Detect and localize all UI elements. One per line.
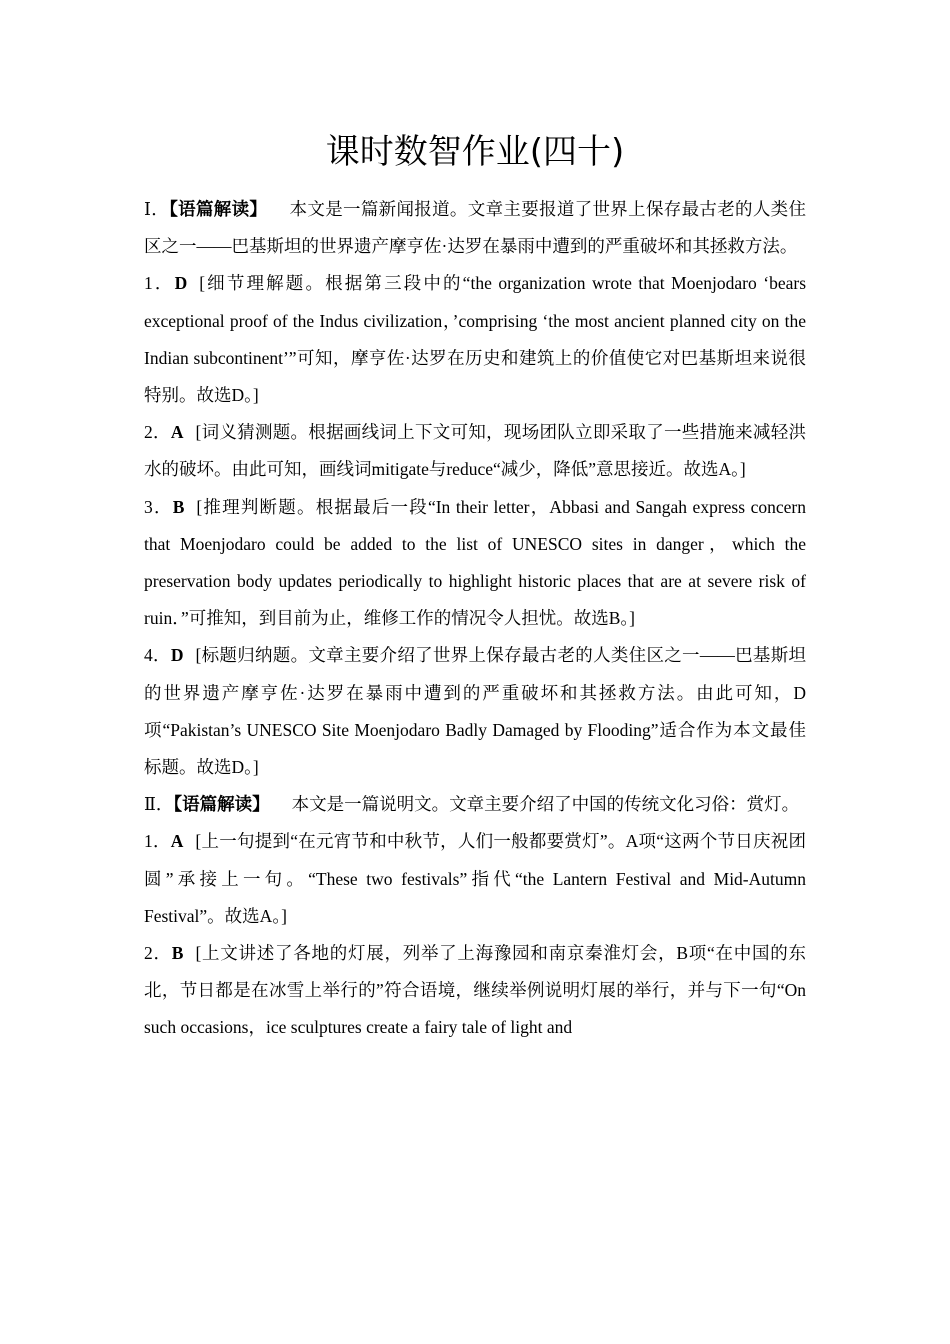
item-explanation: [细节理解题。根据第三段中的“the organization wrote that Moenjodaro ‘bears exceptional proof of the Indus civilization，’comprising ‘the most ancient planned city on the Indian subcontinent’”可知，摩亨佐·达罗在历史和建筑上的价值使它对巴基斯坦来说很特别。故选D。] (144, 273, 806, 406)
item-answer: A (170, 422, 184, 443)
item-answer: D (174, 273, 188, 294)
item-number: 1． (144, 273, 175, 294)
section-2-intro (144, 786, 806, 823)
section-1-intro-text: 本文是一篇新闻报道。文章主要报道了世界上保存最古老的人类住区之一——巴基斯坦的世界遗产摩亨佐·达罗在暴雨中遭到的严重破坏和其拯救方法。 (144, 199, 807, 257)
item-explanation: [标题归纳题。文章主要介绍了世界上保存最古老的人类住区之一——巴基斯坦的世界遗产摩亨佐·达罗在暴雨中遭到的严重破坏和其拯救方法。由此可知，D项“Pakistan’s UNESCO Site Moenjodaro Badly Damaged by Flooding”适合作为本文最佳标题。故选D。] (144, 645, 807, 778)
item-answer: B (171, 943, 184, 964)
page-title: 课时数智作业(四十) (325, 132, 625, 172)
section-1-intro (144, 191, 806, 265)
item-explanation: [词义猜测题。根据画线词上下文可知，现场团队立即采取了一些措施来减轻洪水的破坏。由此可知，画线词mitigate与reduce“减少，降低”意思接近。故选A。] (144, 422, 807, 480)
section-1-marker: Ⅰ． (144, 199, 170, 219)
item-number: 4． (144, 645, 171, 666)
item-number: 3． (144, 496, 173, 517)
item-answer: A (170, 831, 184, 852)
item-number: 2． (144, 943, 172, 964)
section-1-item-4 (144, 637, 806, 786)
section-1-label: 【语篇解读】 (169, 199, 268, 219)
item-number: 1． (144, 831, 171, 852)
section-2-label: 【语篇解读】 (173, 794, 270, 815)
section-2-item-2 (144, 935, 806, 1047)
item-explanation: [推理判断题。根据最后一段“In their letter，Abbasi and Sangah express concern that Moenjodaro could be added to the list of UNESCO sites in danger，which the preservation body updates periodically to highlight historic places that are at severe risk of ruin．”可推知，到目前为止，维修工作的情况令人担忧。故选B。] (144, 496, 807, 629)
section-2-marker: Ⅱ． (144, 794, 174, 815)
item-explanation: [上一句提到“在元宵节和中秋节，人们一般都要赏灯”。A项“这两个节日庆祝团圆”承接上一句。“These two festivals”指代“the Lantern Festival and Mid-Autumn Festival”。故选A。] (144, 831, 807, 926)
item-answer: B (172, 496, 185, 517)
section-2-item-1 (144, 823, 806, 935)
item-answer: D (170, 645, 184, 666)
section-1-item-1 (144, 265, 806, 414)
section-2-intro-text: 本文是一篇说明文。文章主要介绍了中国的传统文化习俗：赏灯。 (291, 794, 800, 815)
answer-content (144, 191, 806, 1047)
item-explanation: [上文讲述了各地的灯展，列举了上海豫园和南京秦淮灯会，B项“在中国的东北，节日都是在冰雪上举行的”符合语境，继续举例说明灯展的举行，并与下一句“On such occasions，ice sculptures create a fairy tale of light and (144, 943, 807, 1038)
section-1-item-3 (144, 489, 806, 638)
section-1-item-2 (144, 414, 806, 488)
item-number: 2． (144, 422, 171, 443)
